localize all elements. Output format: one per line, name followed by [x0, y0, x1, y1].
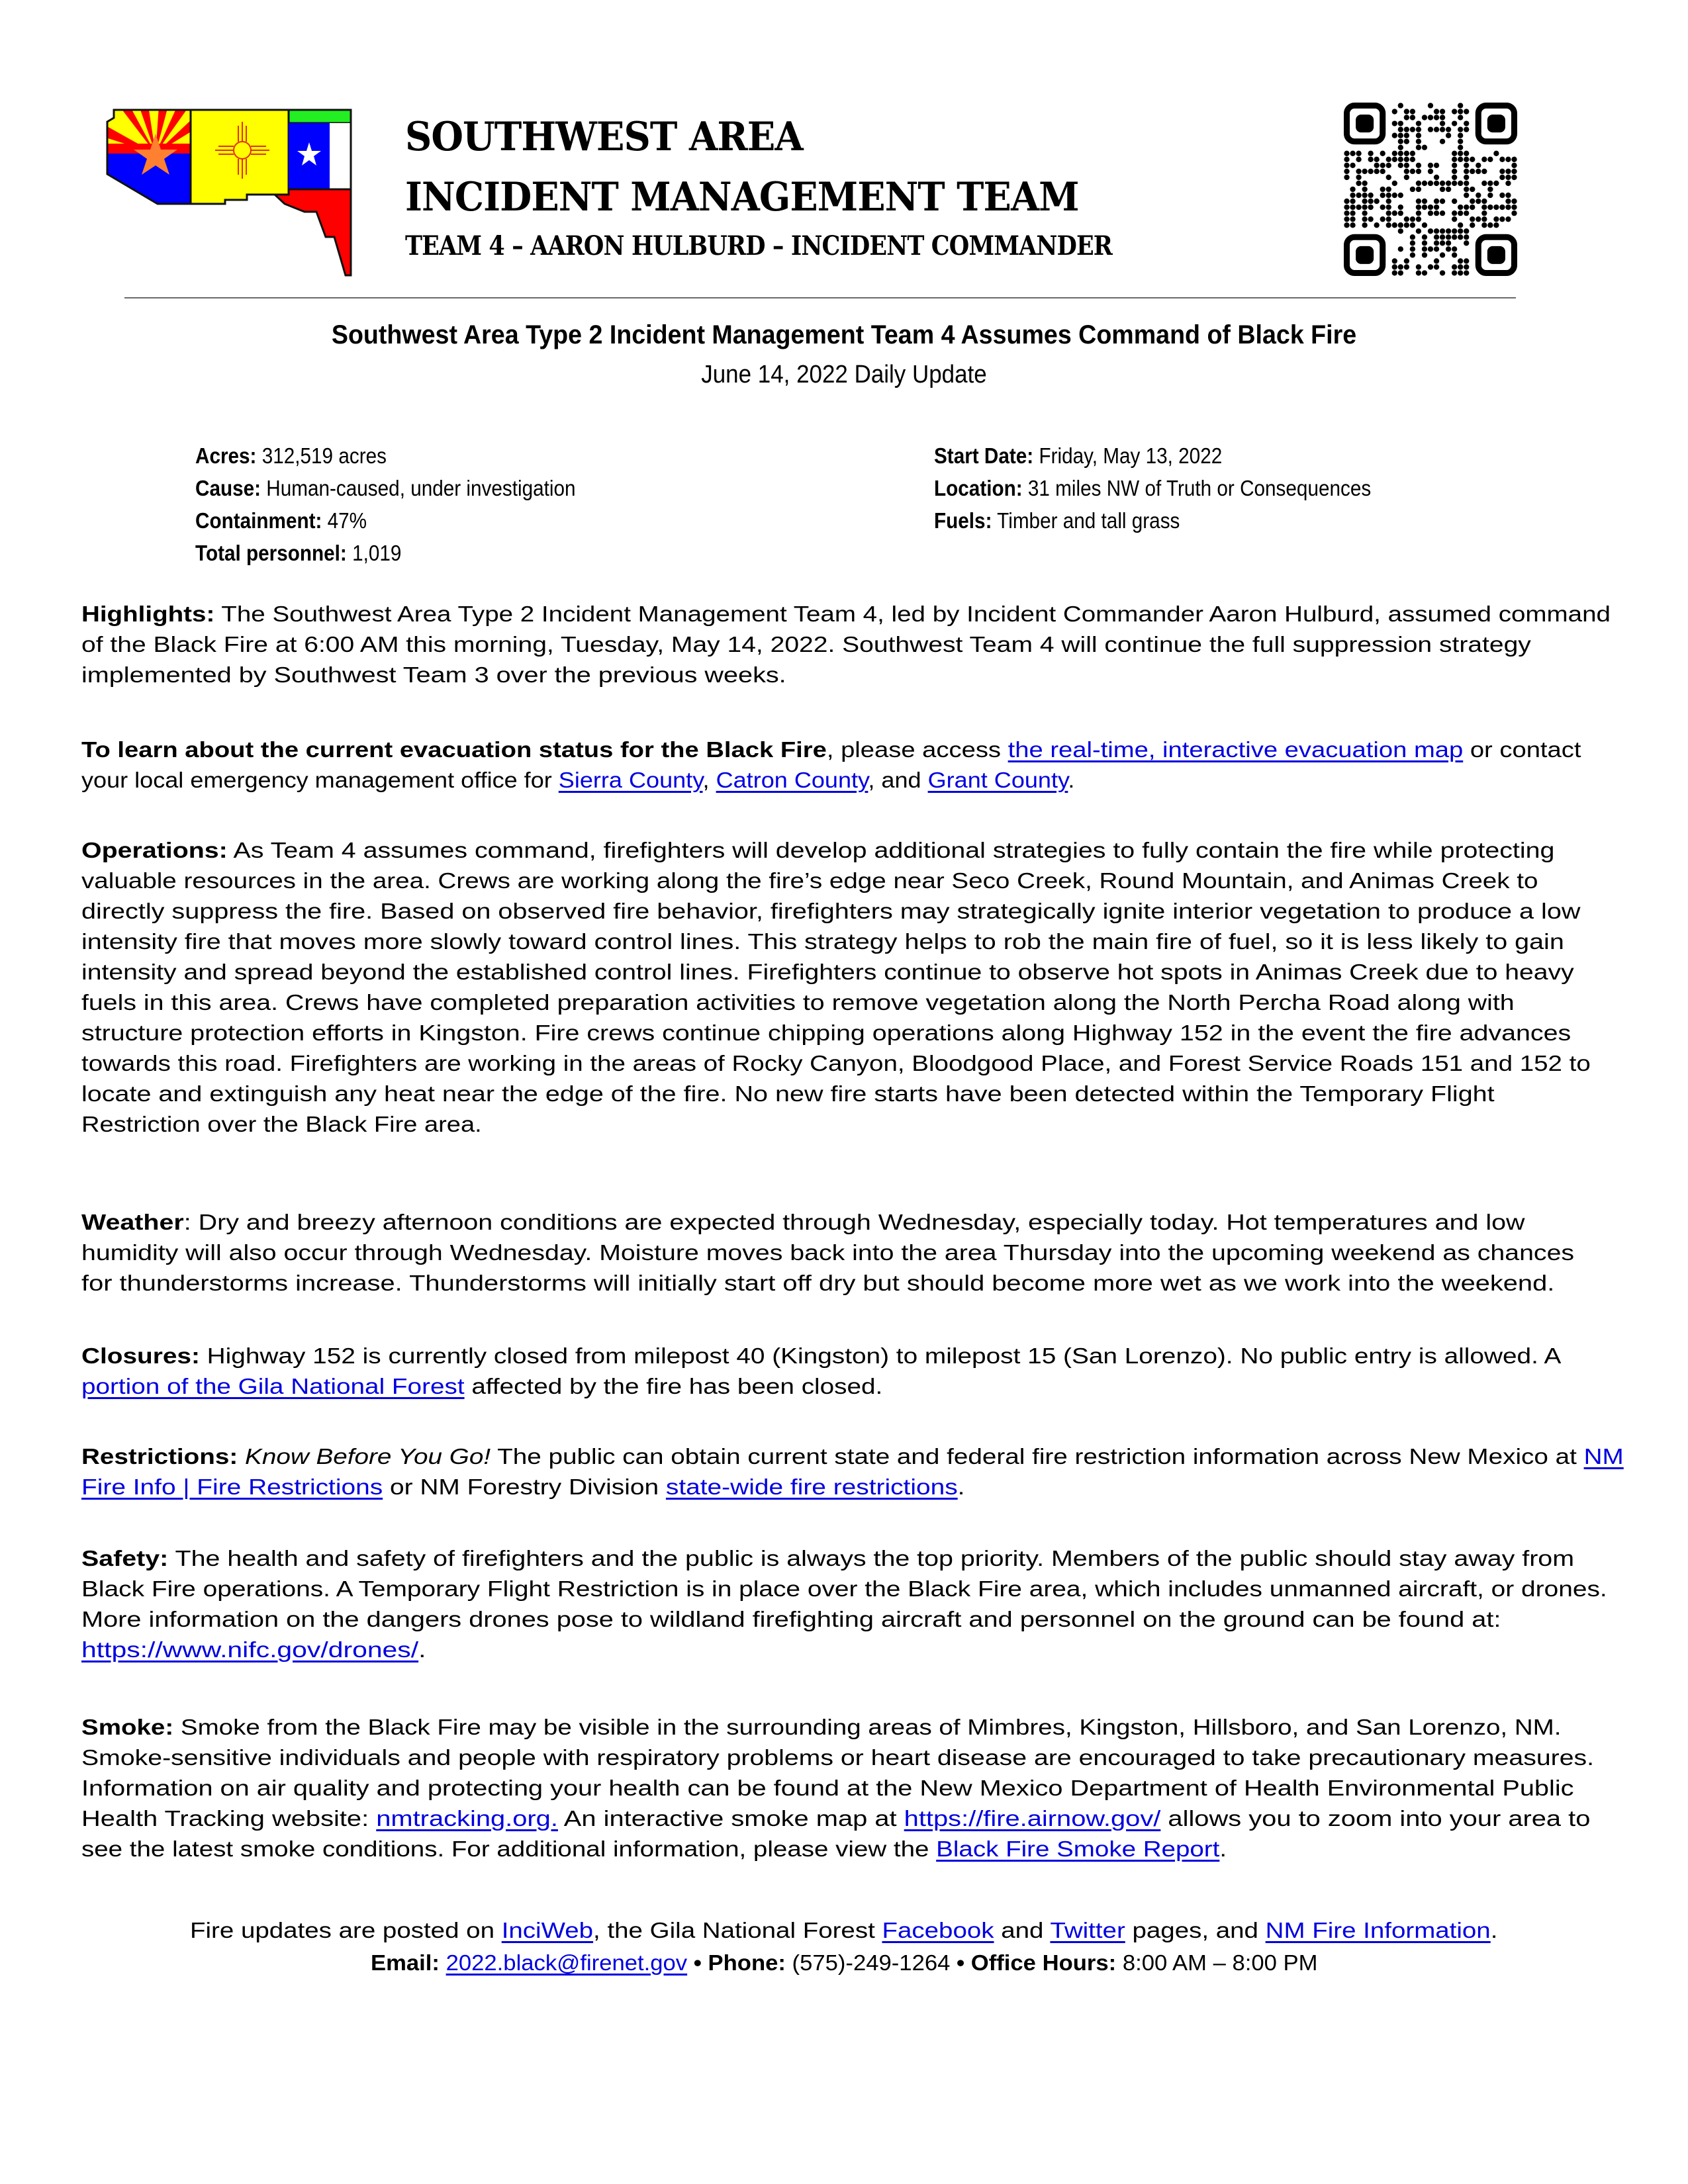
text-line	[81, 766, 1074, 796]
text-line	[81, 897, 1580, 927]
text-segment: pages, and	[1125, 1919, 1266, 1943]
paragraph-safety	[81, 1544, 1624, 1666]
fact-label: Start Date:	[934, 443, 1034, 468]
text-segment: The public can obtain current state and federal fire restriction information across New Mexico at	[491, 1445, 1584, 1469]
text-segment: intensity and spread beyond the established control lines. Firefighters continue to observe hot spots in Animas Creek due to heavy	[81, 960, 1574, 985]
link-twitter[interactable]: Twitter	[1050, 1919, 1126, 1943]
text-segment: .	[1068, 768, 1075, 793]
fire-facts-left	[195, 439, 618, 569]
fact-label: Total personnel:	[195, 541, 347, 565]
fact-start-date	[934, 439, 1222, 472]
text-segment: ,	[702, 768, 716, 793]
arizona-flag-state-icon	[106, 106, 192, 204]
link-state-wide-fire-restrictions[interactable]: state-wide fire restrictions	[665, 1475, 958, 1500]
footer-line	[371, 1947, 1317, 1979]
text-segment: Restriction over the Black Fire area.	[81, 1113, 482, 1137]
link-nmtracking-org[interactable]: nmtracking.org.	[376, 1807, 558, 1831]
header-divider	[124, 297, 1516, 298]
fact-label: Acres:	[195, 443, 257, 468]
text-line	[81, 1544, 1574, 1574]
text-segment: .	[1219, 1837, 1227, 1862]
text-line	[81, 1713, 1561, 1743]
paragraph-restrictions	[81, 1442, 1624, 1503]
text-line	[81, 1269, 1554, 1299]
text-line	[81, 1110, 482, 1140]
text-line	[81, 1835, 1227, 1865]
fact-location	[934, 472, 1371, 504]
bold-label: • Office Hours:	[956, 1951, 1116, 1976]
text-line	[81, 927, 1564, 958]
text-line	[81, 1372, 882, 1402]
paragraph-weather	[81, 1208, 1624, 1299]
text-line	[81, 988, 1515, 1019]
link-inciweb[interactable]: InciWeb	[502, 1919, 594, 1943]
text-line	[81, 1574, 1607, 1605]
qr-code-icon[interactable]	[1344, 103, 1517, 278]
text-segment: As Team 4 assumes command, firefighters will develop additional strategies to fully contain the fire while protecting	[227, 839, 1555, 863]
text-segment: The health and safety of firefighters and the public is always the top priority. Members of the public should stay away from	[168, 1547, 1575, 1571]
text-line	[81, 1743, 1594, 1774]
paragraph-operations	[81, 836, 1624, 1140]
fact-value: Friday, May 13, 2022	[1033, 443, 1223, 468]
text-segment: The Southwest Area Type 2 Incident Management Team 4, led by Incident Commander Aaron Hulburd, assumed command	[214, 602, 1611, 627]
link-https-www-nifc-gov-drones[interactable]: https://www.nifc.gov/drones/	[81, 1638, 419, 1662]
fact-label: Cause:	[195, 476, 261, 500]
text-segment: Black Fire operations. A Temporary Flight Restriction is in place over the Black Fire area, which includes unmanned aircraft, or drones.	[81, 1577, 1607, 1602]
text-segment: for thunderstorms increase. Thunderstorms will initially start off dry but should become more wet as we work into the weekend.	[81, 1271, 1555, 1296]
text-line	[81, 630, 1531, 660]
text-segment	[238, 1445, 245, 1469]
text-segment: humidity will also occur through Wednesday. Moisture moves back into the area Thursday into the upcoming weekend as chances	[81, 1241, 1575, 1265]
text-segment: (575)-249-1264	[785, 1951, 957, 1976]
text-line	[81, 1774, 1573, 1804]
text-line	[81, 1049, 1591, 1079]
fact-label: Fuels:	[934, 508, 992, 533]
text-segment: .	[1491, 1919, 1498, 1943]
text-segment: affected by the fire has been closed.	[464, 1375, 883, 1399]
text-line	[81, 1238, 1574, 1269]
text-segment: .	[418, 1638, 426, 1662]
text-line	[81, 1079, 1495, 1110]
text-line	[81, 958, 1574, 988]
link-portion-of-the-gila-national-forest[interactable]: portion of the Gila National Forest	[81, 1375, 465, 1399]
fact-acres	[195, 439, 387, 472]
text-line	[81, 866, 1538, 897]
fact-value: 1,019	[346, 541, 402, 565]
text-segment: structure protection efforts in Kingston. Fire crews continue chipping operations along Highway 152 in the event the fire advances	[81, 1021, 1571, 1046]
link-sierra-county[interactable]: Sierra County	[558, 768, 703, 793]
link-grant-county[interactable]: Grant County	[927, 768, 1068, 793]
fact-label: Containment:	[195, 508, 322, 533]
paragraph-closures	[81, 1342, 1624, 1402]
link-nm[interactable]: NM	[1583, 1445, 1624, 1469]
link-black-fire-smoke-report[interactable]: Black Fire Smoke Report	[936, 1837, 1220, 1862]
link-2022-black-firenet-gov[interactable]: 2022.black@firenet.gov	[445, 1951, 687, 1976]
text-segment: Health Tracking website:	[81, 1807, 377, 1831]
bold-label: Restrictions:	[81, 1445, 238, 1469]
text-segment: Highway 152 is currently closed from milepost 40 (Kingston) to milepost 15 (San Lorenzo). No public entry is allowed. A	[199, 1344, 1562, 1369]
text-line	[81, 836, 1554, 866]
paragraph-smoke	[81, 1713, 1624, 1865]
bold-label: Operations:	[81, 839, 228, 863]
text-segment: Know Before You Go!	[245, 1445, 491, 1469]
text-segment: or NM Forestry Division	[383, 1475, 666, 1500]
bold-label: To learn about the current evacuation status for the Black Fire	[81, 738, 827, 762]
text-segment: Fire updates are posted on	[190, 1919, 502, 1943]
page-subtitle: June 14, 2022 Daily Update	[701, 361, 987, 388]
link-nm-fire-information[interactable]: NM Fire Information	[1265, 1919, 1491, 1943]
fact-value: 31 miles NW of Truth or Consequences	[1022, 476, 1372, 500]
team-commander-line: TEAM 4 – AARON HULBURD – INCIDENT COMMANDER	[405, 230, 1113, 261]
text-segment: fuels in this area. Crews have completed preparation activities to remove vegetation along the North Percha Road along with	[81, 991, 1515, 1015]
bold-label: Highlights:	[81, 602, 215, 627]
text-line	[81, 1804, 1590, 1835]
text-segment: of the Black Fire at 6:00 AM this morning, Tuesday, May 14, 2022. Southwest Team 4 will continue the full suppression strategy	[81, 633, 1531, 657]
paragraph-highlights	[81, 600, 1624, 691]
paragraph-evacuation	[81, 735, 1624, 796]
text-line	[81, 735, 1581, 766]
text-segment: implemented by Southwest Team 3 over the previous weeks.	[81, 663, 786, 688]
org-name-line-2: INCIDENT MANAGEMENT TEAM	[405, 174, 1079, 220]
text-segment: 8:00 AM – 8:00 PM	[1115, 1951, 1318, 1976]
link-facebook[interactable]: Facebook	[882, 1919, 994, 1943]
text-segment: or contact	[1463, 738, 1581, 762]
bold-label: Phone:	[708, 1951, 786, 1976]
contact-footer	[0, 1915, 1688, 1979]
text-segment: , and	[868, 768, 928, 793]
text-segment: Information on air quality and protecting your health can be found at the New Mexico Department of Health Environmental Public	[81, 1776, 1574, 1801]
text-segment: Smoke from the Black Fire may be visible in the surrounding areas of Mimbres, Kingston, Hillsboro, and San Lorenzo, NM.	[173, 1715, 1562, 1740]
bold-label: Safety:	[81, 1547, 169, 1571]
text-segment: , please access	[826, 738, 1008, 762]
text-segment: Smoke-sensitive individuals and people with respiratory problems or heart disease are encouraged to take precautionary measures.	[81, 1746, 1595, 1770]
text-line	[81, 660, 786, 691]
link-fire-info-fire-restrictions[interactable]: Fire Info | Fire Restrictions	[81, 1475, 383, 1500]
fact-label: Location:	[934, 476, 1023, 500]
text-line	[81, 600, 1611, 630]
bold-label: Smoke:	[81, 1715, 174, 1740]
org-name-line-1: SOUTHWEST AREA	[405, 114, 803, 160]
text-segment: valuable resources in the area. Crews are working along the fire’s edge near Seco Creek, Round Mountain, and Animas Creek to	[81, 869, 1538, 893]
page-title: Southwest Area Type 2 Incident Management Team 4 Assumes Command of Black Fire	[331, 320, 1357, 349]
fact-total-personnel	[195, 537, 401, 569]
link-the-real-time-interactive-evacuation-map[interactable]: the real-time, interactive evacuation map	[1008, 738, 1464, 762]
fact-value: 47%	[322, 508, 367, 533]
fact-value: 312,519 acres	[256, 443, 387, 468]
text-segment: , the Gila National Forest	[593, 1919, 882, 1943]
text-line	[81, 1019, 1571, 1049]
fact-value: Human-caused, under investigation	[261, 476, 576, 500]
fact-containment	[195, 504, 367, 537]
text-segment	[440, 1951, 446, 1976]
text-segment: towards this road. Firefighters are working in the areas of Rocky Canyon, Bloodgood Place, and Forest Service Roads 151 and 152 to	[81, 1052, 1591, 1076]
bold-label: Weather	[81, 1210, 184, 1235]
text-segment: see the latest smoke conditions. For additional information, please view the	[81, 1837, 937, 1862]
text-segment: An interactive smoke map at	[557, 1807, 904, 1831]
text-segment: your local emergency management office for	[81, 768, 559, 793]
new-mexico-flag-state-icon	[191, 110, 289, 204]
text-line	[81, 1342, 1561, 1372]
southwest-area-logo-icon	[106, 106, 352, 278]
text-segment: .	[957, 1475, 965, 1500]
fact-cause	[195, 472, 576, 504]
fact-value: Timber and tall grass	[992, 508, 1180, 533]
text-line	[81, 1208, 1524, 1238]
text-line	[81, 1635, 426, 1666]
text-segment: directly suppress the fire. Based on observed fire behavior, firefighters may strategically ignite interior vegetation to produce a low	[81, 899, 1581, 924]
footer-line	[190, 1915, 1497, 1947]
text-line	[81, 1473, 964, 1503]
fire-facts-right	[934, 439, 1420, 537]
text-segment: locate and extinguish any heat near the edge of the fire. No new fire starts have been detected within the Temporary Flight	[81, 1082, 1495, 1107]
bold-label: Email:	[370, 1951, 440, 1976]
text-segment: More information on the dangers drones pose to wildland firefighting aircraft and personnel on the ground can be found at:	[81, 1608, 1501, 1632]
text-segment: allows you to zoom into your area to	[1160, 1807, 1591, 1831]
bold-label: Closures:	[81, 1344, 200, 1369]
link-catron-county[interactable]: Catron County	[716, 768, 868, 793]
text-line	[81, 1442, 1624, 1473]
link-https-fire-airnow-gov[interactable]: https://fire.airnow.gov/	[904, 1807, 1161, 1831]
fact-fuels	[934, 504, 1180, 537]
text-segment: and	[994, 1919, 1051, 1943]
bold-label: •	[686, 1951, 708, 1976]
text-segment: : Dry and breezy afternoon conditions are expected through Wednesday, especially today. Hot temperatures and low	[183, 1210, 1525, 1235]
text-segment: intensity fire that moves more slowly toward control lines. This strategy helps to rob the main fire of fuel, so it is less likely to gain	[81, 930, 1564, 954]
text-line	[81, 1605, 1501, 1635]
